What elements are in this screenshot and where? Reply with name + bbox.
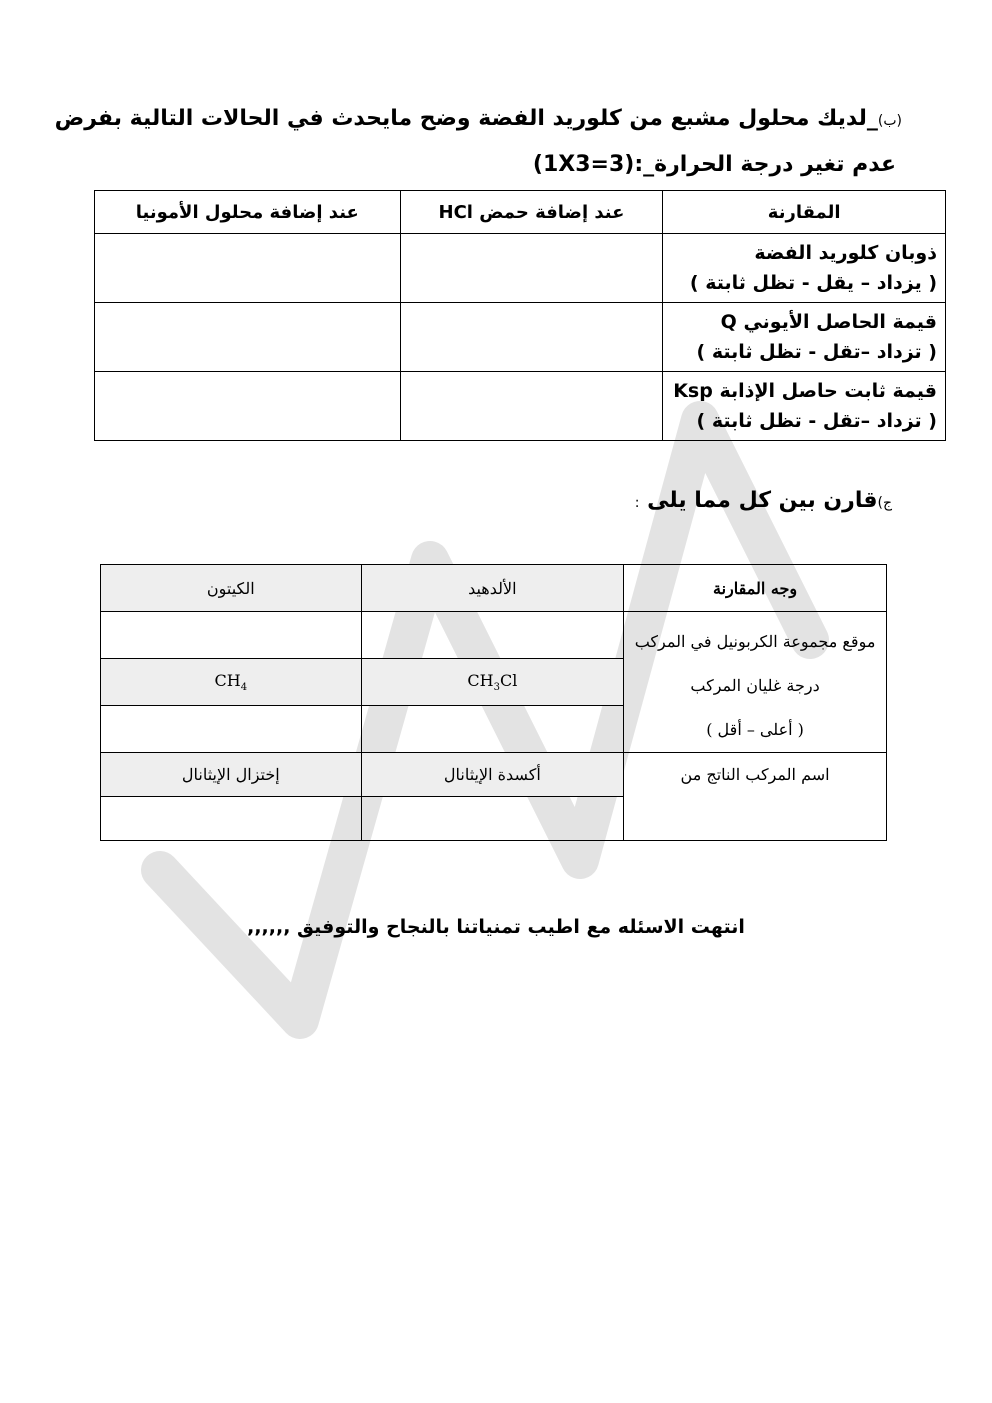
answer-cell-aldehyde-position[interactable] [361, 612, 624, 659]
question-c-text: قارن بين كل مما يلى [647, 488, 878, 513]
question-b-text: _لديك محلول مشبع من كلوريد الفضة وضح مايحدث في الحالات التالية بفرض [54, 106, 878, 131]
answer-cell-hcl-3[interactable] [400, 372, 663, 441]
table-row [95, 372, 946, 441]
answer-cell-ammonia-1[interactable] [95, 234, 401, 303]
table-header-row [101, 565, 887, 612]
reaction-aldehyde: أكسدة الإيثانال [361, 753, 624, 797]
table-row [101, 612, 887, 659]
answer-cell-ketone-product[interactable] [101, 797, 362, 841]
answer-cell-hcl-2[interactable] [400, 303, 663, 372]
answer-cell-hcl-1[interactable] [400, 234, 663, 303]
answer-cell-ketone-position[interactable] [101, 612, 362, 659]
table-row [101, 753, 887, 797]
question-c-colon: : [634, 495, 640, 511]
question-c-label: ج) [877, 495, 892, 511]
row-label-solubility: ذوبان كلوريد الفضة ( يزداد – يقل - تظل ثابتة ) [663, 234, 946, 303]
question-b-label: (ب) [877, 113, 902, 129]
question-b-line1 [55, 106, 902, 131]
header-comparison: المقارنة [663, 191, 946, 234]
question-c [635, 488, 892, 513]
compound-aldehyde: $CH_3Cl$ [361, 659, 624, 706]
aspect-cell-position-boiling: موقع مجموعة الكربونيل في المركب درجة غليان المركب ( أعلى – أقل ) [624, 612, 887, 753]
header-aldehyde: الألدهيد [361, 565, 624, 612]
answer-cell-ketone-boiling[interactable] [101, 706, 362, 753]
header-ketone: الكيتون [101, 565, 362, 612]
answer-cell-ammonia-3[interactable] [95, 372, 401, 441]
table-row [95, 303, 946, 372]
question-b-line2: عدم تغير درجة الحرارة_:(3=1X3) [532, 152, 896, 177]
row-label-ionic-product: قيمة الحاصل الأيوني Q ( تزداد –تقل - تظل ثابتة ) [663, 303, 946, 372]
carbonyl-comparison-table [100, 564, 887, 841]
answer-cell-aldehyde-boiling[interactable] [361, 706, 624, 753]
header-hcl: عند إضافة حمض HCl [400, 191, 663, 234]
table-header-row [95, 191, 946, 234]
answer-cell-aldehyde-product[interactable] [361, 797, 624, 841]
aspect-cell-product: اسم المركب الناتج من [624, 753, 887, 841]
table-row [95, 234, 946, 303]
solubility-table [94, 190, 946, 441]
row-label-ksp: قيمة ثابت حاصل الإذابة Ksp ( تزداد –تقل - تظل ثابتة ) [663, 372, 946, 441]
closing-message: انتهت الاسئله مع اطيب تمنياتنا بالنجاح والتوفيق ,,,,,, [247, 916, 745, 938]
answer-cell-ammonia-2[interactable] [95, 303, 401, 372]
compound-ketone: $CH_4$ [101, 659, 362, 706]
header-ammonia: عند إضافة محلول الأمونيا [95, 191, 401, 234]
reaction-ketone: إختزال الإيثانال [101, 753, 362, 797]
header-comparison-aspect: وجه المقارنة [624, 565, 887, 612]
